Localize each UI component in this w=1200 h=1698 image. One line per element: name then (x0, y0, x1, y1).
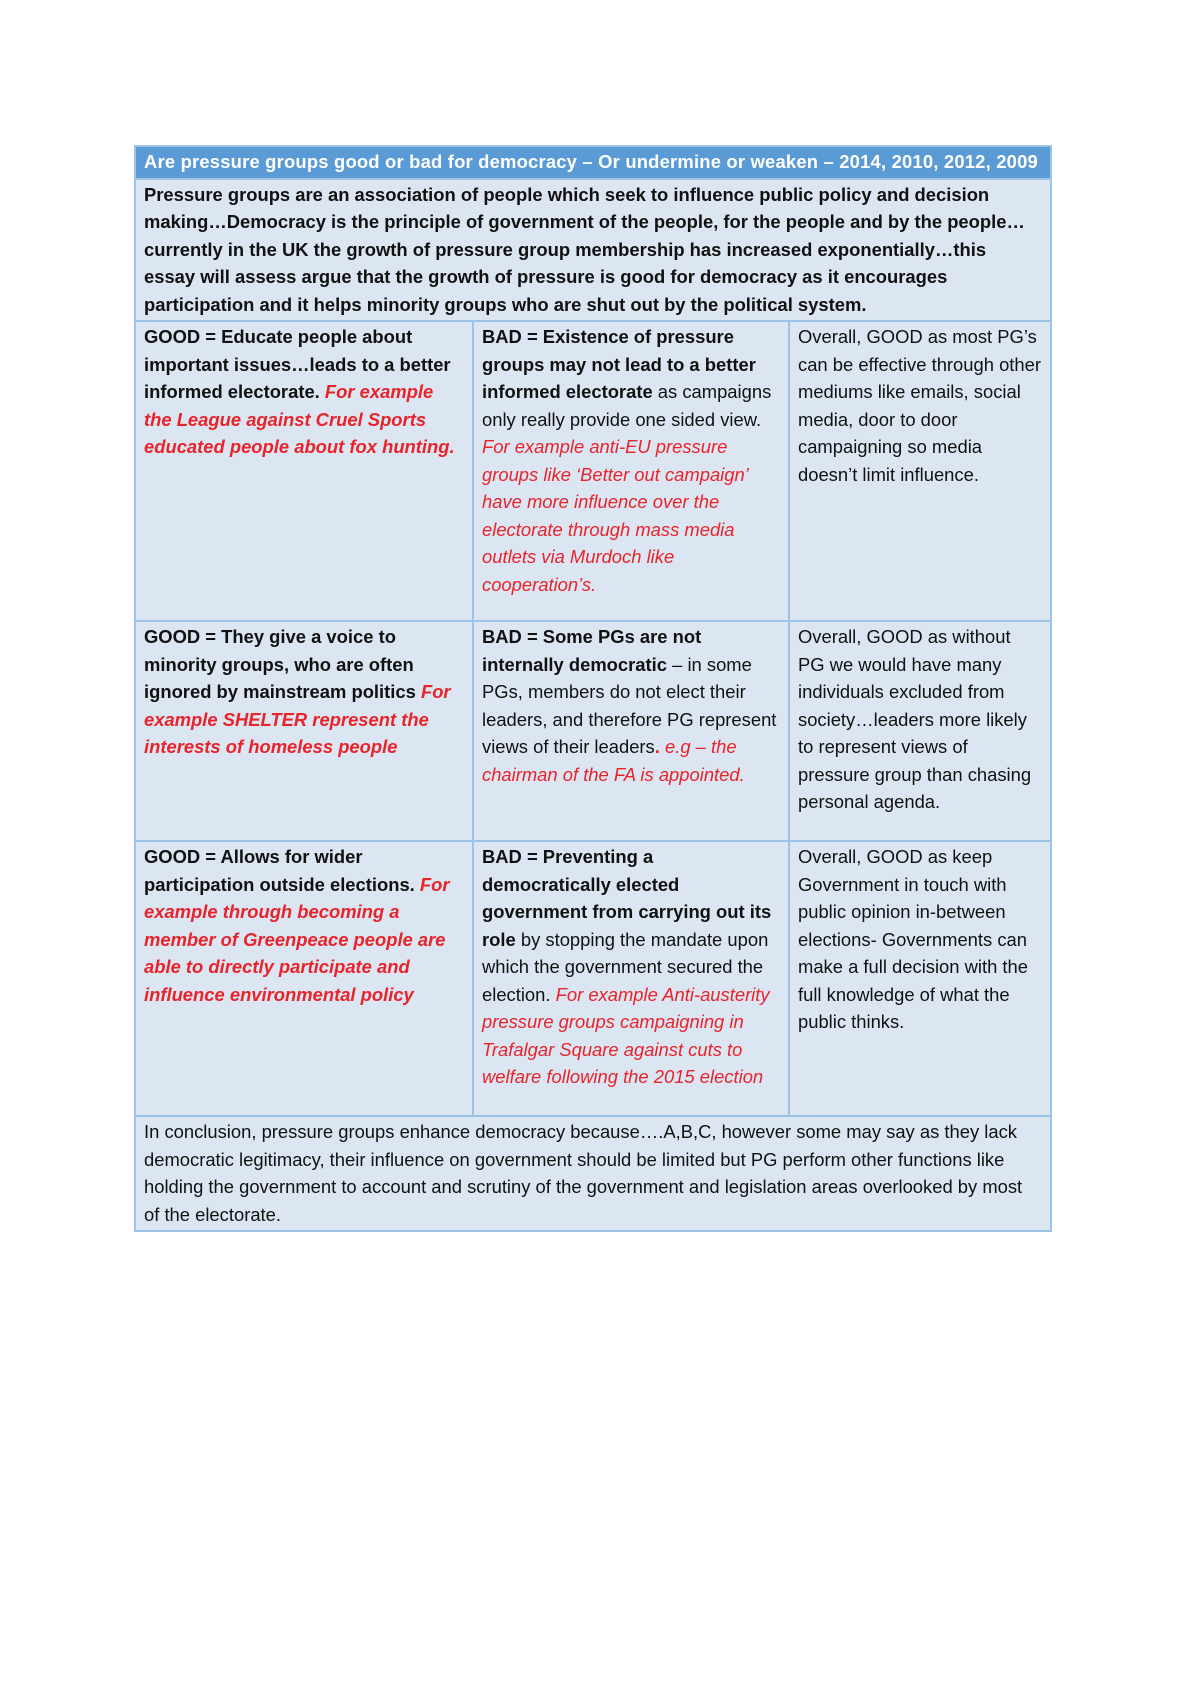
bad-point-cell (473, 621, 789, 841)
bad-point-text: – in some PGs, members do not elect their leaders, and therefore PG represent views of their leaders (482, 653, 777, 757)
overall-judgement-cell: Overall, GOOD as without PG we would have many individuals excluded from society…leaders more likely to represent views of pressure group than chasing personal agenda. (789, 621, 1051, 841)
bad-point-example: For example Anti-austerity pressure groups campaigning in Trafalgar Square against cuts to welfare following the 2015 election (482, 983, 770, 1087)
essay-plan-table (134, 145, 1052, 1232)
bad-point-dot: . (654, 736, 660, 757)
bad-point-example: e.g – the chairman of the FA is appointed. (482, 736, 745, 785)
overall-judgement-cell: Overall, GOOD as keep Government in touch with public opinion in-between elections- Governments can make a full decision with the full knowledge of what the public thinks. (789, 841, 1051, 1116)
good-point-cell (135, 321, 473, 621)
good-point-text: GOOD = Allows for wider participation outside elections. (144, 846, 415, 895)
bad-point-text: as campaigns only really provide one sided view. (482, 381, 772, 430)
bad-point-cell (473, 321, 789, 621)
table-row (135, 621, 1051, 841)
good-point-text: GOOD = Educate people about important issues…leads to a better informed electorate. (144, 326, 451, 402)
table-row (135, 841, 1051, 1116)
table-row (135, 321, 1051, 621)
introduction-paragraph: Pressure groups are an association of people which seek to influence public policy and decision making…Democracy is the principle of government of the people, for the people and by the people…currently in the UK the growth of pressure group membership has increased exponentially…this essay will assess argue that the growth of pressure is good for democracy as it encourages participation and it helps minority groups who are shut out by the political system. (135, 179, 1051, 322)
good-point-example: For example SHELTER represent the interests of homeless people (144, 681, 451, 757)
good-point-cell (135, 841, 473, 1116)
good-point-example: For example the League against Cruel Sports educated people about fox hunting. (144, 381, 455, 457)
bad-point-cell (473, 841, 789, 1116)
conclusion-paragraph: In conclusion, pressure groups enhance democracy because….A,B,C, however some may say as they lack democratic legitimacy, their influence on government should be limited but PG perform other functions like holding the government to account and scrutiny of the government and legislation areas overlooked by most of the electorate. (135, 1116, 1051, 1231)
bad-point-text: by stopping the mandate upon which the government secured the election. (482, 928, 769, 1005)
bad-point-example: For example anti-EU pressure groups like ‘Better out campaign’ have more influence over the electorate through mass media outlets via Murdoch like cooperation’s. (482, 436, 748, 595)
good-point-text: GOOD = They give a voice to minority groups, who are often ignored by mainstream politics (144, 626, 416, 702)
essay-question-title: Are pressure groups good or bad for democracy – Or undermine or weaken – 2014, 2010, 2012, 2009 (135, 146, 1051, 179)
good-point-cell (135, 621, 473, 841)
bad-point-heading: BAD = Some PGs are not internally democratic (482, 626, 702, 675)
bad-point-heading: BAD = Existence of pressure groups may not lead to a better informed electorate (482, 326, 756, 402)
good-point-example: For example through becoming a member of Greenpeace people are able to directly participate and influence environmental policy (144, 873, 450, 1005)
overall-judgement-cell: Overall, GOOD as most PG’s can be effective through other mediums like emails, social media, door to door campaigning so media doesn’t limit influence. (789, 321, 1051, 621)
bad-point-heading: BAD = Preventing a democratically elected government from carrying out its role (482, 846, 772, 950)
